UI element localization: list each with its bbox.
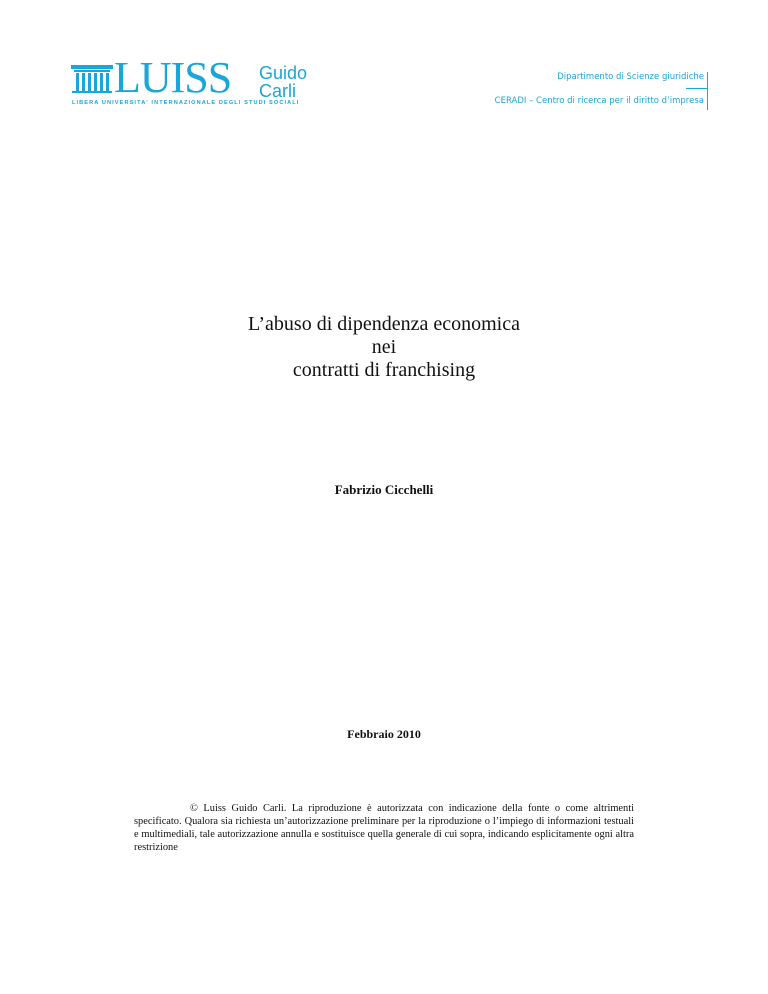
divider [686, 88, 708, 89]
copyright-notice [134, 802, 634, 854]
department-name: Dipartimento di Scienze giuridiche [557, 72, 704, 82]
logo-guido: Guido [259, 63, 308, 83]
document-title [0, 313, 768, 382]
publication-date: Febbraio 2010 [347, 727, 421, 741]
column-pillar-icon [70, 64, 114, 94]
research-center-name: CERADI – Centro di ricerca per il diritto d’impresa [494, 96, 704, 106]
author-name: Fabrizio Cicchelli [334, 482, 434, 497]
logo-wordmark: LUISS [114, 53, 232, 102]
title-line: contratti di franchising [292, 359, 476, 381]
divider [707, 72, 708, 110]
title-line: L’abuso di dipendenza economica [248, 313, 520, 335]
logo-tagline: LIBERA UNIVERSITA' INTERNAZIONALE DEGLI STUDI SOCIALI [72, 100, 300, 106]
title-line: nei [371, 336, 397, 358]
copyright-text: © Luiss Guido Carli. La riproduzione è autorizzata con indicazione della fonte o come altrimenti specificato. Qualora sia richiesta un’autorizzazione preliminare per la riproduzione o l’impiego di informazioni testuali e multimediali, tale autorizzazione annulla e sostituisce quella generale di cui sopra, indicando esplicitamente ogni altra restrizione [134, 803, 634, 853]
logo-carli: Carli [259, 81, 297, 101]
luiss-logo [70, 53, 310, 110]
